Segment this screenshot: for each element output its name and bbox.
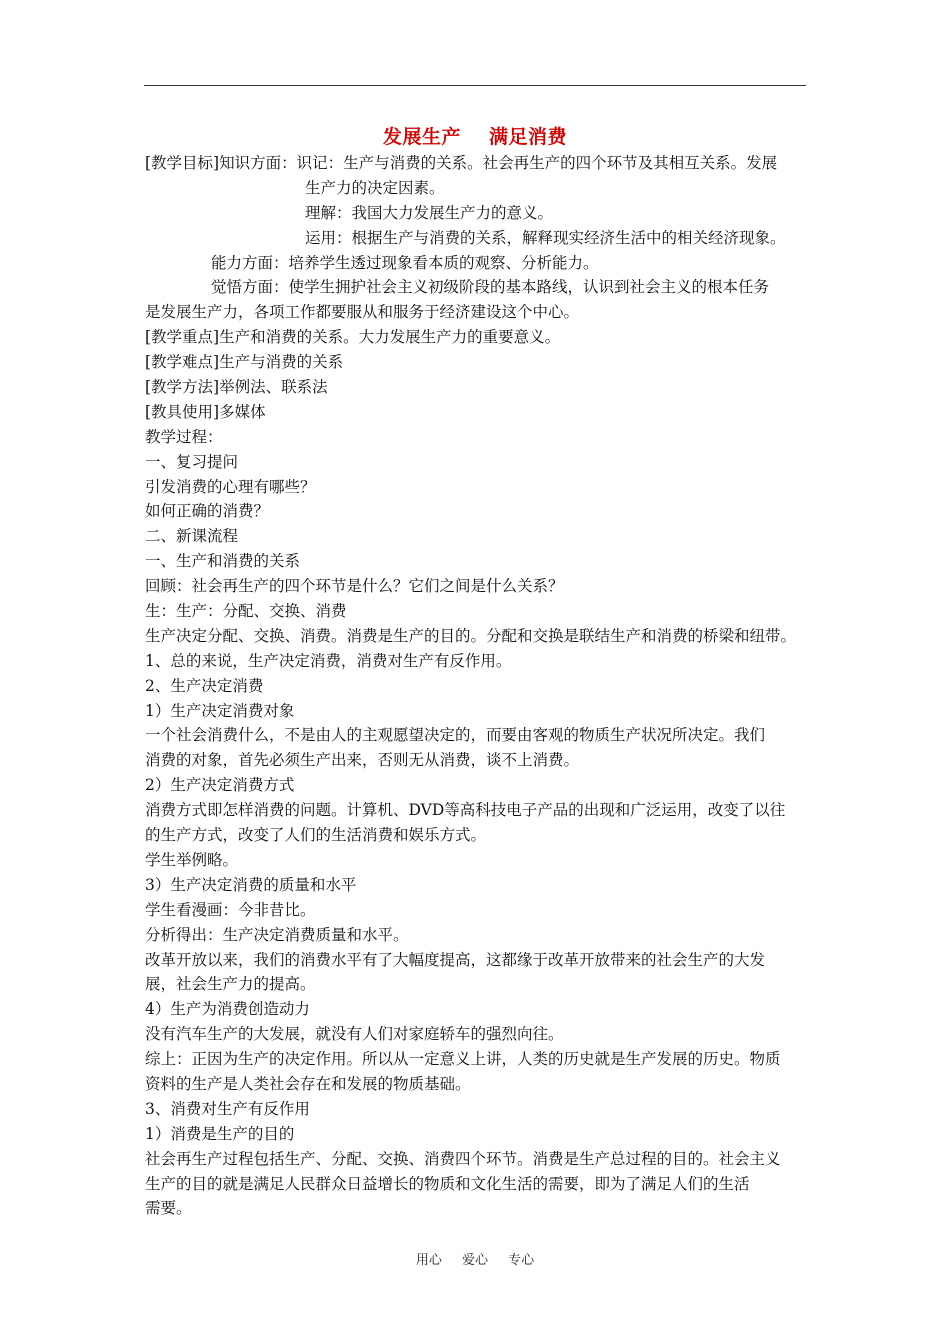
title-part-1: 发展生产 <box>382 126 461 148</box>
text-line: 一、生产和消费的关系 <box>145 552 301 571</box>
text-line: 学生看漫画：今非昔比。 <box>145 900 316 919</box>
text-line: 消费的对象，首先必须生产出来，否则无从消费，谈不上消费。 <box>145 751 580 770</box>
text-line: 3、消费对生产有反作用 <box>145 1099 310 1118</box>
text-line: 运用：根据生产与消费的关系，解释现实经济生活中的相关经济现象。 <box>305 228 786 247</box>
text-line: 展，社会生产力的提高。 <box>145 975 316 994</box>
text-line: 的生产方式，改变了人们的生活消费和娱乐方式。 <box>145 826 487 845</box>
footer-word: 专心 <box>508 1253 535 1268</box>
text-line: 2）生产决定消费方式 <box>145 776 295 795</box>
text-line: 综上：正因为生产的决定作用。所以从一定意义上讲，人类的历史就是生产发展的历史。物质 <box>145 1050 781 1069</box>
document-title <box>0 122 950 149</box>
text-line: 社会再生产过程包括生产、分配、交换、消费四个环节。消费是生产总过程的目的。社会主义 <box>145 1149 781 1168</box>
text-line: 生产力的决定因素。 <box>305 178 445 197</box>
text-line: 二、新课流程 <box>145 527 239 546</box>
title-part-2: 满足消费 <box>489 126 568 148</box>
text-line: [教学方法]举例法、联系法 <box>145 378 328 397</box>
text-line: 觉悟方面：使学生拥护社会主义初级阶段的基本路线，认识到社会主义的根本任务 <box>211 278 770 297</box>
text-line: 3）生产决定消费的质量和水平 <box>145 875 357 894</box>
text-line: 是发展生产力，各项工作都要服从和服务于经济建设这个中心。 <box>145 303 580 322</box>
text-line: 生产的目的就是满足人民群众日益增长的物质和文化生活的需要，即为了满足人们的生活 <box>145 1174 750 1193</box>
text-line: 生：生产：分配、交换、消费 <box>145 602 347 621</box>
text-line: 分析得出：生产决定消费质量和水平。 <box>145 925 409 944</box>
text-line: 一、复习提问 <box>145 452 239 471</box>
text-line: 4）生产为消费创造动力 <box>145 1000 310 1019</box>
text-line: [教学重点]生产和消费的关系。大力发展生产力的重要意义。 <box>145 328 561 347</box>
text-line: 学生举例略。 <box>145 850 239 869</box>
text-line: [教具使用]多媒体 <box>145 402 266 421</box>
text-line: 1）消费是生产的目的 <box>145 1124 295 1143</box>
text-line: 如何正确的消费？ <box>145 502 270 521</box>
text-line: [教学目标]知识方面：识记：生产与消费的关系。社会再生产的四个环节及其相互关系。发展 <box>145 154 778 172</box>
footer-word: 用心 <box>415 1253 442 1268</box>
text-line: 没有汽车生产的大发展，就没有人们对家庭轿车的强烈向往。 <box>145 1025 564 1044</box>
text-line: [教学难点]生产与消费的关系 <box>145 353 344 372</box>
page-footer <box>0 1249 950 1268</box>
document-body <box>145 151 810 1221</box>
text-line: 需要。 <box>145 1199 192 1218</box>
text-line: 消费方式即怎样消费的问题。计算机、DVD等高科技电子产品的出现和广泛运用，改变了以往 <box>145 801 786 820</box>
footer-word: 爱心 <box>461 1253 488 1268</box>
header-rule <box>144 85 806 86</box>
text-line: 1、总的来说，生产决定消费，消费对生产有反作用。 <box>145 651 512 670</box>
text-line: 能力方面：培养学生透过现象看本质的观察、分析能力。 <box>211 253 599 272</box>
text-line: 2、生产决定消费 <box>145 676 264 695</box>
text-line: 一个社会消费什么，不是由人的主观愿望决定的，而要由客观的物质生产状况所决定。我们 <box>145 726 766 745</box>
text-line: 资料的生产是人类社会存在和发展的物质基础。 <box>145 1074 471 1093</box>
text-line: 改革开放以来，我们的消费水平有了大幅度提高，这都缘于改革开放带来的社会生产的大发 <box>145 950 766 969</box>
text-line: 引发消费的心理有哪些？ <box>145 477 316 496</box>
text-line: 生产决定分配、交换、消费。消费是生产的目的。分配和交换是联结生产和消费的桥梁和纽带。 <box>145 626 797 645</box>
text-line: 1）生产决定消费对象 <box>145 701 295 720</box>
text-line: 教学过程： <box>145 427 223 446</box>
text-line: 理解：我国大力发展生产力的意义。 <box>305 203 554 222</box>
text-line: 回顾：社会再生产的四个环节是什么？它们之间是什么关系？ <box>145 577 564 596</box>
